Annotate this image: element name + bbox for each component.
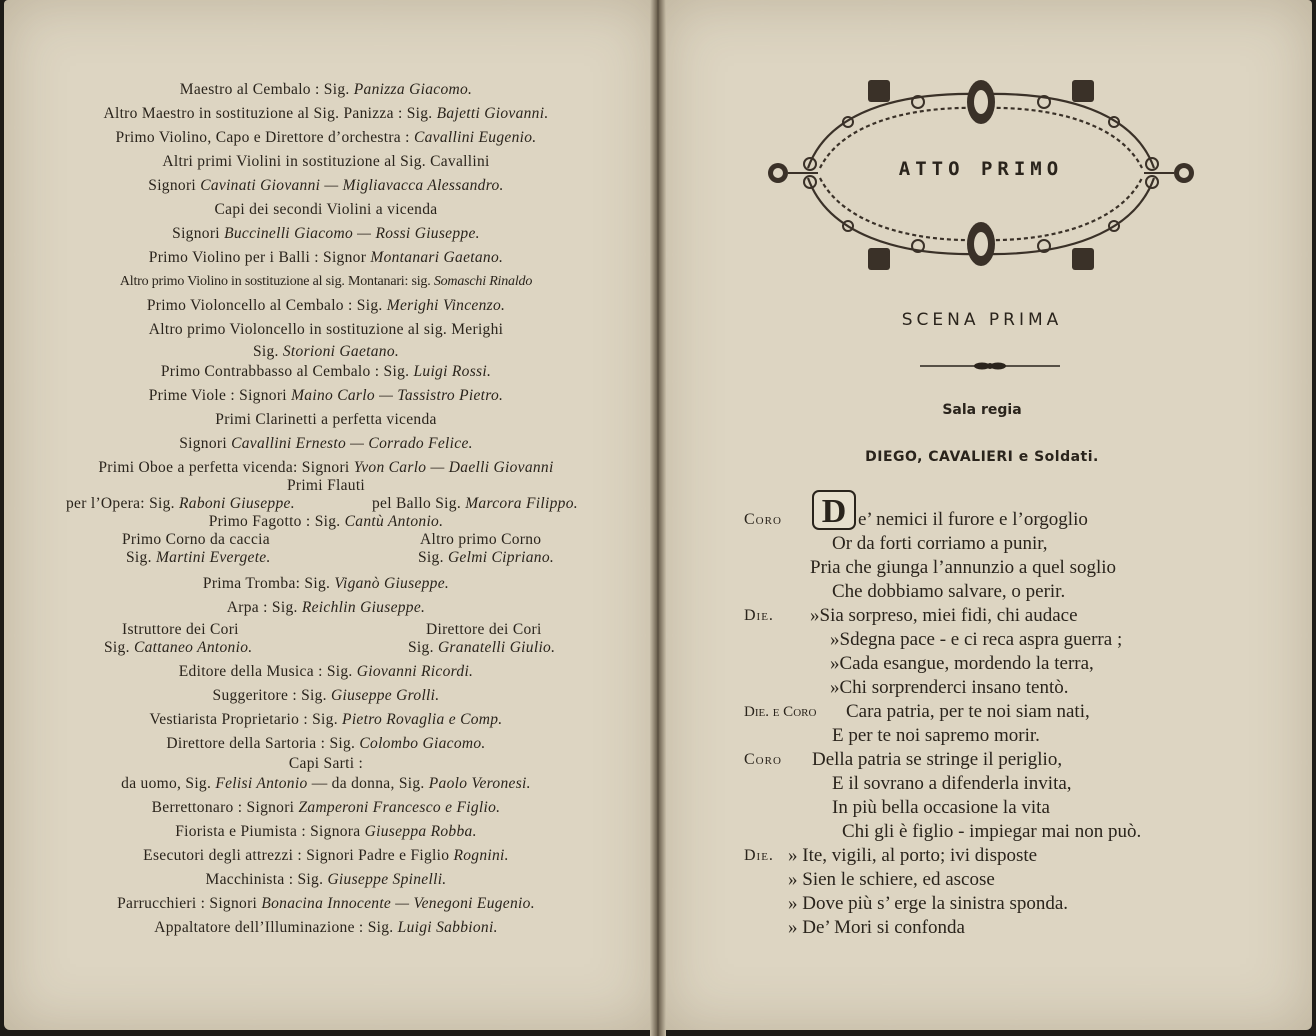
speaker-label: Die. — [744, 607, 774, 624]
credit-line: Editore della Musica : Sig. Giovanni Ricordi. — [178, 663, 474, 680]
verse-line: » Ite, vigili, al porto; ivi disposte — [788, 845, 1038, 866]
drop-cap-d — [812, 490, 856, 530]
svg-text:D: D — [821, 493, 847, 530]
credit-line: Berrettonaro : Signori Zamperoni Francesco e Figlio. — [151, 799, 501, 816]
credit-line: Primo Contrabbasso al Cembalo : Sig. Luigi Rossi. — [160, 363, 492, 380]
credit-line: Altro Maestro in sostituzione al Sig. Panizza : Sig. Bajetti Giovanni. — [103, 105, 549, 122]
speaker-label: Coro — [744, 751, 782, 768]
credit-line: Vestiarista Proprietario : Sig. Pietro Rovaglia e Comp. — [149, 711, 503, 728]
altro-corno-name: Sig. Gelmi Cipriano. — [418, 549, 555, 566]
credit-line: Signori Cavallini Ernesto — Corrado Felice. — [179, 435, 473, 452]
credit-line: Arpa : Sig. Reichlin Giuseppe. — [226, 599, 426, 616]
verse-line: » Dove più s’ erge la sinistra sponda. — [788, 893, 1069, 914]
credit-line: Altro primo Violoncello in sostituzione al sig. Merighi — [148, 321, 504, 338]
istruttore-cori-label: Istruttore dei Cori — [122, 621, 239, 638]
credit-line: Altro primo Violino in sostituzione al sig. Montanari: sig. Somaschi Rinaldo — [119, 274, 533, 289]
verse-line: »Chi sorprenderci insano tentò. — [830, 677, 1069, 698]
speaker-label: Die. e Coro — [744, 704, 817, 720]
direttore-cori-name: Sig. Granatelli Giulio. — [408, 639, 556, 656]
scene-divider — [920, 360, 1060, 372]
credit-line: Capi Sarti : — [288, 755, 364, 772]
verse-line: Pria che giunga l’annunzio a quel soglio — [810, 557, 1117, 578]
credit-line: Parrucchieri : Signori Bonacina Innocente — Venegoni Eugenio. — [117, 895, 535, 912]
verse-line: E per te noi sapremo morir. — [832, 725, 1040, 746]
verse-line: In più bella occasione la vita — [832, 797, 1050, 818]
verse-line: Cara patria, per te noi siam nati, — [846, 701, 1090, 722]
verse-line: »Sia sorpreso, miei fidi, chi audace — [810, 605, 1078, 626]
credit-line: Esecutori degli attrezzi : Signori Padre e Figlio Rognini. — [143, 847, 509, 864]
verse-line: Or da forti corriamo a punir, — [832, 533, 1048, 554]
scene-title: SCENA PRIMA — [901, 310, 1063, 330]
corno-caccia-name: Sig. Martini Evergete. — [126, 549, 271, 566]
act-title: ATTO PRIMO — [898, 158, 1064, 180]
credit-line: Maestro al Cembalo : Sig. Panizza Giacomo. — [179, 81, 473, 98]
flauti-ballo: pel Ballo Sig. Marcora Filippo. — [372, 495, 578, 512]
credit-line: Sig. Storioni Gaetano. — [252, 343, 400, 360]
credit-line: Signori Cavinati Giovanni — Migliavacca Alessandro. — [148, 177, 504, 194]
credit-line: Signori Buccinelli Giacomo — Rossi Giuseppe. — [172, 225, 480, 242]
credit-line: Primo Violoncello al Cembalo : Sig. Merighi Vincenzo. — [146, 297, 506, 314]
credit-line: Fiorista e Piumista : Signora Giuseppa Robba. — [175, 823, 477, 840]
credit-line: Altri primi Violini in sostituzione al Sig. Cavallini — [162, 153, 490, 170]
corno-caccia-label: Primo Corno da caccia — [122, 531, 270, 548]
flauti-opera: per l’Opera: Sig. Raboni Giuseppe. — [66, 495, 295, 512]
verse-line: »Cada esangue, mordendo la terra, — [830, 653, 1094, 674]
credit-line: Primo Fagotto : Sig. Cantù Antonio. — [208, 513, 444, 530]
speaker-label: Coro — [744, 511, 782, 528]
verse-line: Che dobbiamo salvare, o perir. — [832, 581, 1066, 602]
credit-line: Prima Tromba: Sig. Viganò Giuseppe. — [202, 575, 450, 592]
scene-setting: Sala regia — [942, 402, 1022, 418]
credit-line: Primo Violino, Capo e Direttore d’orchestra : Cavallini Eugenio. — [115, 129, 537, 146]
credit-line: Direttore della Sartoria : Sig. Colombo Giacomo. — [166, 735, 486, 752]
credit-line: Appaltatore dell’Illuminazione : Sig. Luigi Sabbioni. — [154, 919, 498, 936]
credit-line: Primo Violino per i Balli : Signor Montanari Gaetano. — [148, 249, 504, 266]
verse-line: » Sien le schiere, ed ascose — [788, 869, 995, 890]
book-gutter — [650, 0, 666, 1036]
credit-line: da uomo, Sig. Felisi Antonio — da donna, Sig. Paolo Veronesi. — [121, 775, 531, 792]
credit-line: Prime Viole : Signori Maino Carlo — Tassistro Pietro. — [148, 387, 504, 404]
credit-line: Capi dei secondi Violini a vicenda — [214, 201, 438, 218]
credit-line: Primi Clarinetti a perfetta vicenda — [215, 411, 437, 428]
credit-line: Suggeritore : Sig. Giuseppe Grolli. — [212, 687, 440, 704]
verse-line: » De’ Mori si confonda — [788, 917, 965, 938]
direttore-cori-label: Direttore dei Cori — [426, 621, 542, 638]
verse-line: e’ nemici il furore e l’orgoglio — [858, 509, 1088, 530]
credit-line: Macchinista : Sig. Giuseppe Spinelli. — [205, 871, 447, 888]
verse-line: Chi gli è figlio - impiegar mai non può. — [842, 821, 1142, 842]
speaker-label: Die. — [744, 847, 774, 864]
scene-characters: DIEGO, CAVALIERI e Soldati. — [865, 449, 1099, 465]
credit-line: Primi Oboe a perfetta vicenda: Signori Yvon Carlo — Daelli Giovanni — [98, 459, 554, 476]
verse-line: »Sdegna pace - e ci reca aspra guerra ; — [830, 629, 1123, 650]
istruttore-cori-name: Sig. Cattaneo Antonio. — [104, 639, 253, 656]
verse-line: E il sovrano a difenderla invita, — [832, 773, 1072, 794]
verse-line: Della patria se stringe il periglio, — [812, 749, 1063, 770]
credit-line: Primi Flauti — [286, 477, 366, 494]
altro-corno-label: Altro primo Corno — [420, 531, 542, 548]
